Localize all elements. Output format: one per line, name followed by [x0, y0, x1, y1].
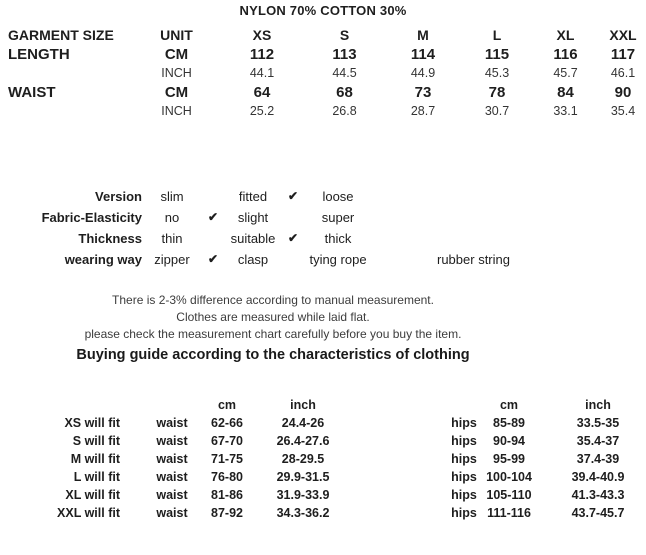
hips-label: hips	[451, 452, 477, 466]
size-header-s: S	[339, 27, 350, 43]
fit-row-xxl	[0, 504, 646, 522]
hips-inch-value: 39.4-40.9	[571, 470, 625, 484]
size-value: 45.7	[553, 66, 578, 80]
row-label	[0, 102, 135, 121]
fit-row-m	[0, 450, 646, 468]
feature-option: fitted	[238, 189, 268, 204]
size-value: 45.3	[484, 66, 510, 80]
size-header-m: M	[417, 27, 429, 43]
hips-cm-value: 95-99	[493, 452, 525, 466]
feature-option: slight	[237, 210, 269, 225]
check-icon: ✔	[207, 210, 219, 224]
size-value: 78	[488, 84, 506, 101]
size-value: 90	[614, 84, 632, 101]
hips-label: hips	[451, 470, 477, 484]
hips-inch-value: 35.4-37	[576, 434, 620, 448]
unit-cell: CM	[164, 84, 189, 101]
size-value: 112	[249, 46, 275, 63]
size-value: 28.7	[410, 104, 436, 118]
unit-cell: INCH	[161, 104, 192, 118]
hips-cm-value: 105-110	[486, 488, 532, 502]
waist-label: waist	[156, 416, 188, 430]
hips-inch-header: inch	[585, 398, 611, 412]
hips-inch-value: 37.4-39	[576, 452, 620, 466]
fit-table	[0, 396, 646, 522]
size-header-l: L	[492, 27, 502, 43]
feature-option: clasp	[237, 252, 269, 267]
table-row-waist-cm	[0, 83, 646, 102]
fit-row-xs	[0, 414, 646, 432]
feature-label: wearing way	[64, 252, 142, 267]
size-value: 73	[414, 84, 432, 101]
hips-cm-value: 90-94	[493, 434, 525, 448]
note-laid-flat: Clothes are measured while laid flat.	[176, 310, 370, 324]
size-value: 26.8	[332, 104, 357, 118]
fit-row-label: M will fit	[70, 452, 120, 466]
note-check-chart: please check the measurement chart carefully before you buy the item.	[84, 327, 462, 341]
feature-option: super	[321, 210, 355, 225]
row-label: WAIST	[8, 84, 56, 101]
unit-cell: CM	[164, 46, 189, 63]
fit-row-s	[0, 432, 646, 450]
table-row-length-cm	[0, 45, 646, 64]
features-section	[0, 186, 646, 270]
size-value: 33.1	[553, 104, 578, 118]
hips-label: hips	[451, 488, 477, 502]
waist-inch-value: 34.3-36.2	[276, 506, 330, 520]
hips-inch-value: 43.7-45.7	[571, 506, 625, 520]
hips-label: hips	[451, 416, 477, 430]
feature-row-version	[0, 186, 646, 207]
waist-cm-header: cm	[217, 398, 237, 412]
feature-option: thin	[161, 231, 183, 246]
waist-inch-value: 31.9-33.9	[276, 488, 330, 502]
unit-header: UNIT	[160, 27, 193, 43]
feature-row-thickness	[0, 228, 646, 249]
waist-cm-value: 71-75	[211, 452, 243, 466]
fit-row-l	[0, 468, 646, 486]
fit-row-label: XL will fit	[65, 488, 120, 502]
fit-row-label: XS will fit	[64, 416, 120, 430]
size-value: 30.7	[484, 104, 510, 118]
fabric-composition-title: NYLON 70% COTTON 30%	[239, 3, 407, 18]
hips-inch-value: 33.5-35	[576, 416, 620, 430]
size-value: 25.2	[249, 104, 275, 118]
fit-row-label: XXL will fit	[57, 506, 120, 520]
size-value: 64	[253, 84, 271, 101]
feature-option: zipper	[154, 252, 190, 267]
size-value: 115	[484, 46, 510, 63]
size-value: 46.1	[610, 66, 636, 80]
waist-label: waist	[156, 488, 188, 502]
fit-row-xl	[0, 486, 646, 504]
feature-row-wearing-way	[0, 249, 646, 270]
size-value: 84	[557, 84, 574, 101]
waist-inch-header: inch	[290, 398, 316, 412]
waist-label: waist	[156, 434, 188, 448]
size-value: 114	[410, 46, 436, 63]
waist-label: waist	[156, 470, 188, 484]
table-row-waist-inch	[0, 102, 646, 121]
hips-cm-value: 111-116	[487, 506, 531, 520]
unit-cell: INCH	[161, 66, 192, 80]
hips-cm-value: 100-104	[486, 470, 532, 484]
feature-option: rubber string	[437, 252, 510, 267]
hips-cm-header: cm	[499, 398, 519, 412]
waist-cm-value: 62-66	[211, 416, 243, 430]
fit-row-label: S will fit	[72, 434, 120, 448]
feature-option: no	[164, 210, 180, 225]
size-header-xl: XL	[556, 27, 575, 43]
feature-label: Thickness	[78, 231, 142, 246]
table-row-length-inch	[0, 64, 646, 83]
waist-inch-value: 29.9-31.5	[276, 470, 330, 484]
hips-inch-value: 41.3-43.3	[571, 488, 625, 502]
size-header-xxl: XXL	[609, 27, 637, 43]
feature-label: Version	[95, 189, 142, 204]
row-label: LENGTH	[8, 46, 70, 63]
size-value: 44.9	[410, 66, 436, 80]
waist-inch-value: 26.4-27.6	[276, 434, 330, 448]
size-value: 113	[332, 46, 357, 63]
waist-label: waist	[156, 506, 188, 520]
size-value: 44.5	[332, 66, 357, 80]
size-value: 116	[553, 46, 578, 63]
fit-table-header-row	[0, 396, 646, 414]
notes-section	[0, 292, 546, 363]
note-measurement-difference: There is 2-3% difference according to manual measurement.	[112, 293, 434, 307]
feature-option: loose	[322, 189, 354, 204]
size-header-xs: XS	[252, 27, 272, 43]
garment-size-label: GARMENT SIZE	[8, 27, 114, 43]
size-value: 44.1	[249, 66, 275, 80]
feature-option: suitable	[230, 231, 276, 246]
buying-guide-heading: Buying guide according to the characteristics of clothing	[76, 347, 470, 363]
waist-inch-value: 24.4-26	[281, 416, 325, 430]
feature-label: Fabric-Elasticity	[41, 210, 142, 225]
row-label	[0, 64, 135, 83]
fit-row-label: L will fit	[73, 470, 120, 484]
hips-cm-value: 85-89	[493, 416, 525, 430]
waist-cm-value: 67-70	[211, 434, 243, 448]
feature-option: slim	[160, 189, 184, 204]
feature-option: thick	[324, 231, 352, 246]
garment-size-table	[0, 26, 646, 121]
hips-label: hips	[451, 506, 477, 520]
waist-cm-value: 81-86	[211, 488, 243, 502]
check-icon: ✔	[207, 252, 219, 266]
size-value: 117	[610, 46, 636, 63]
check-icon: ✔	[287, 189, 299, 203]
size-value: 68	[336, 84, 353, 101]
size-value: 35.4	[610, 104, 636, 118]
hips-label: hips	[451, 434, 477, 448]
waist-cm-value: 76-80	[211, 470, 243, 484]
waist-inch-value: 28-29.5	[281, 452, 325, 466]
check-icon: ✔	[287, 231, 299, 245]
waist-label: waist	[156, 452, 188, 466]
waist-cm-value: 87-92	[211, 506, 243, 520]
feature-option: tying rope	[309, 252, 367, 267]
feature-row-elasticity	[0, 207, 646, 228]
size-table-header-row	[0, 26, 646, 45]
